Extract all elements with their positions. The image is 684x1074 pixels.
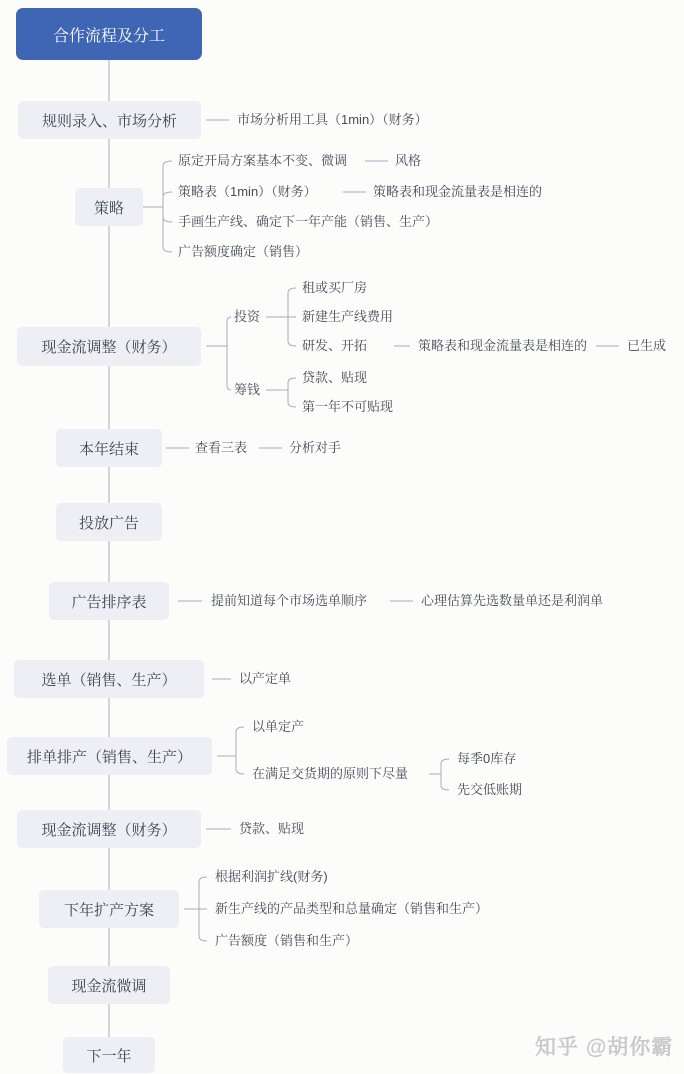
- leaf-strategy-draw-lines: 手画生产线、确定下一年产能（销售、生产）: [178, 214, 439, 229]
- leaf-strategy-table: 策略表（1min）（财务）: [178, 184, 317, 199]
- leaf-raise-money: 筹钱: [234, 382, 261, 397]
- node-pick-orders[interactable]: 选单（销售、生产）: [14, 660, 204, 698]
- node-place-ads[interactable]: 投放广告: [56, 503, 162, 541]
- leaf-meet-delivery-principle: 在满足交货期的原则下尽量: [252, 766, 409, 781]
- leaf-strategy-ad-quota: 广告额度确定（销售）: [178, 244, 309, 259]
- leaf-loan-discount-2: 贷款、贴现: [239, 821, 305, 836]
- leaf-invest: 投资: [234, 309, 261, 324]
- leaf-rd-generated: 已生成: [627, 338, 667, 353]
- leaf-analyze-opponents: 分析对手: [289, 440, 342, 455]
- leaf-rd-expand: 研发、开拓: [302, 338, 368, 353]
- node-year-end[interactable]: 本年结束: [56, 429, 162, 467]
- leaf-loan-discount: 贷款、贴现: [302, 370, 368, 385]
- leaf-market-analysis-tool: 市场分析用工具（1min）（财务）: [237, 112, 428, 127]
- leaf-no-discount-year1: 第一年不可贴现: [302, 399, 394, 414]
- node-cashflow-adjust-1[interactable]: 现金流调整（财务）: [17, 327, 201, 366]
- node-cashflow-adjust-2[interactable]: 现金流调整（财务）: [17, 810, 201, 848]
- zhihu-watermark: 知乎 @胡你霸: [535, 1036, 674, 1059]
- node-cashflow-fine-tune[interactable]: 现金流微调: [48, 966, 170, 1004]
- leaf-rd-table-linked: 策略表和现金流量表是相连的: [418, 338, 588, 353]
- leaf-produce-by-order: 以单定产: [252, 719, 305, 734]
- node-ad-sort-table[interactable]: 广告排序表: [49, 582, 169, 620]
- leaf-zero-inventory: 每季0库存: [457, 751, 517, 766]
- node-next-year[interactable]: 下一年: [63, 1037, 155, 1073]
- leaf-strategy-style: 风格: [395, 153, 422, 168]
- node-order-production-schedule[interactable]: 排单排产（销售、生产）: [7, 737, 212, 775]
- leaf-strategy-original-plan: 原定开局方案基本不变、微调: [178, 153, 348, 168]
- leaf-new-line-cost: 新建生产线费用: [302, 309, 394, 324]
- leaf-expand-by-profit: 根据利润扩线(财务): [215, 869, 328, 884]
- leaf-deliver-low-credit-first: 先交低账期: [457, 782, 523, 797]
- node-strategy[interactable]: 策略: [75, 188, 143, 226]
- leaf-know-order-sequence: 提前知道每个市场选单顺序: [211, 593, 368, 608]
- leaf-strategy-table-linked: 策略表和现金流量表是相连的: [373, 184, 543, 199]
- node-rules-market-analysis[interactable]: 规则录入、市场分析: [18, 101, 201, 139]
- node-next-year-expansion-plan[interactable]: 下年扩产方案: [39, 890, 179, 928]
- leaf-orders-by-capacity: 以产定单: [239, 671, 292, 686]
- leaf-new-line-type-quantity: 新生产线的产品类型和总量确定（销售和生产）: [215, 901, 489, 916]
- leaf-ad-quota-sales-production: 广告额度（销售和生产）: [215, 933, 359, 948]
- leaf-rent-or-buy-factory: 租或买厂房: [302, 280, 368, 295]
- leaf-estimate-order-type: 心理估算先选数量单还是利润单: [421, 593, 604, 608]
- node-root-title[interactable]: 合作流程及分工: [16, 8, 202, 60]
- leaf-check-three-tables: 查看三表: [195, 440, 248, 455]
